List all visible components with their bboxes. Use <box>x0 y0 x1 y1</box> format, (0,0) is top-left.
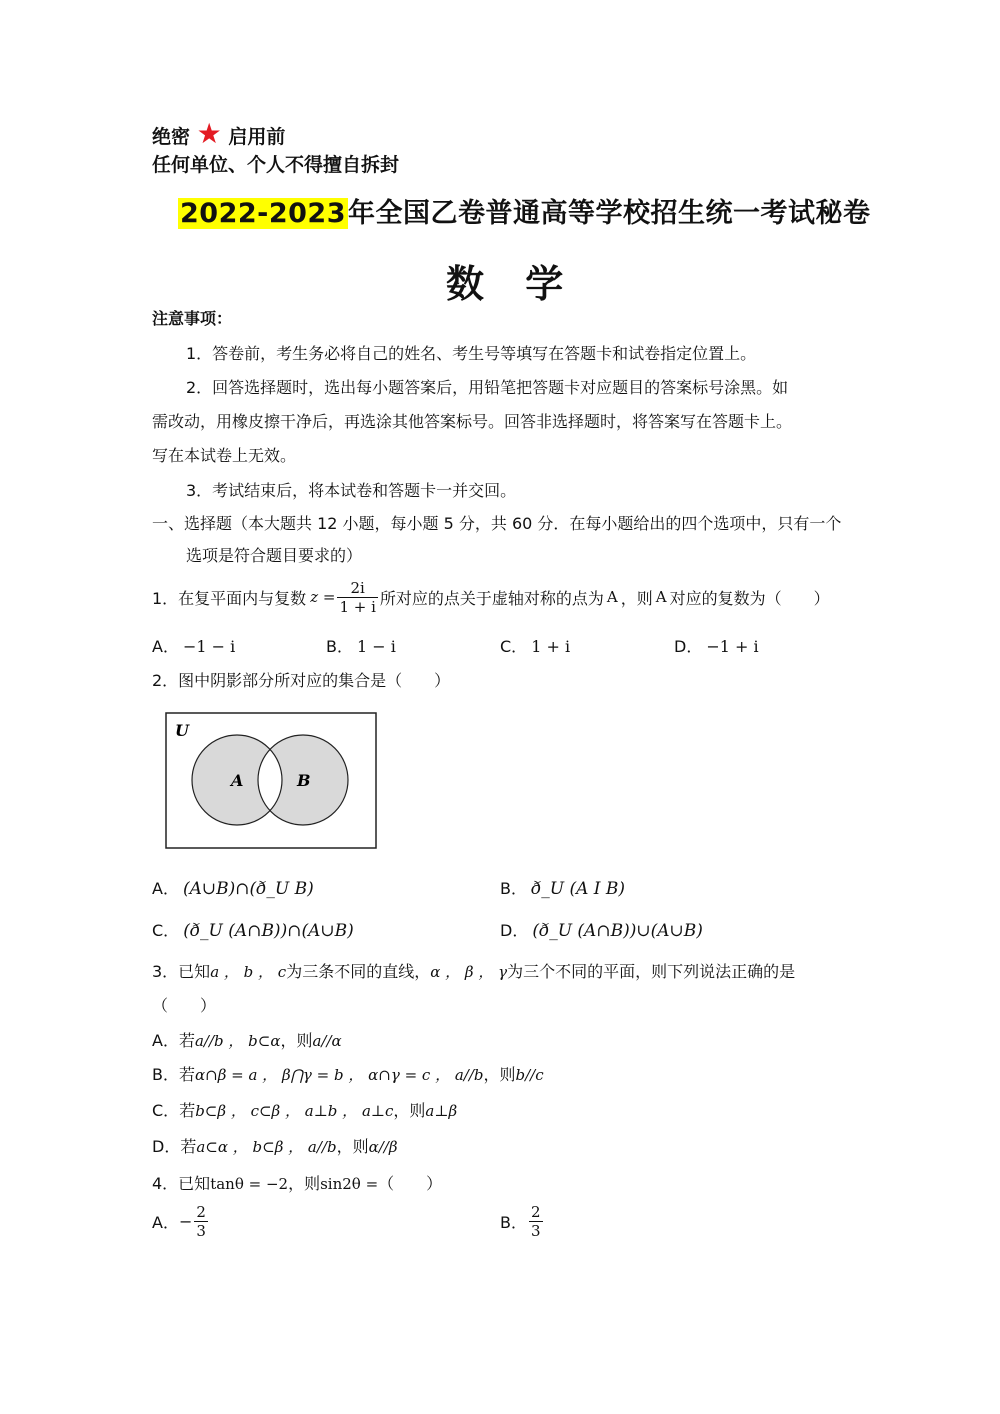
instruction-item-3: 3．考试结束后，将本试卷和答题卡一并交回。 <box>186 481 517 500</box>
q1-num: 2i <box>337 579 377 598</box>
q4-option-b-fraction: $\frac{2}{3}$ <box>530 1203 541 1240</box>
q1-pre: 1．在复平面内与复数 <box>152 588 307 608</box>
q1-var: z = <box>310 588 336 606</box>
q1-mid2: ，则 <box>620 588 653 608</box>
q4-option-a-label: A． <box>152 1213 179 1232</box>
question-3-stem-paren: （ ） <box>152 996 217 1015</box>
q1-option-b[interactable]: B． 1 − i <box>326 637 396 656</box>
q1-option-c[interactable]: C． 1 + i <box>500 637 571 656</box>
q2-option-a[interactable]: A． (A∪B)∩(ð_U B) <box>152 879 314 899</box>
q1-fraction <box>337 579 377 616</box>
exam-title <box>178 191 871 230</box>
star-icon: ★ <box>196 117 222 150</box>
seal-notice: 任何单位、个人不得擅自拆封 <box>152 154 400 176</box>
q1-point-2: A <box>655 588 667 606</box>
q4-option-a-fraction: $\frac{2}{3}$ <box>196 1203 206 1240</box>
instruction-item-2-line-2: 需改动，用橡皮擦干净后，再选涂其他答案标号。回答非选择题时，将答案写在答题卡上。 <box>152 412 793 431</box>
q1-option-a[interactable]: A． −1 − i <box>152 637 236 656</box>
secret-label <box>152 117 286 150</box>
subject-title: 数 学 <box>446 262 578 306</box>
q3-option-b[interactable]: B．若α∩β = a ， β⋂γ = b ， α∩γ = c ， a//b，则b//c <box>152 1065 544 1084</box>
q1-point: A <box>606 588 618 606</box>
set-a-label: A <box>231 771 244 790</box>
q1-mid: 所对应的点关于虚轴对称的点为 <box>379 588 604 608</box>
secret-right-text: 启用前 <box>228 126 286 148</box>
question-4-stem: 4．已知tanθ = −2，则sin2θ =（ ） <box>152 1174 443 1193</box>
question-2-stem: 2．图中阴影部分所对应的集合是（ ） <box>152 671 451 690</box>
set-b-label: B <box>297 771 311 790</box>
title-year: 2022-2023 <box>180 198 346 229</box>
venn-diagram <box>165 712 377 849</box>
q3-option-d[interactable]: D．若a⊂α ， b⊂β ， a//b，则α//β <box>152 1137 398 1156</box>
q4-option-b[interactable] <box>500 1203 545 1240</box>
section-heading-line-2: 选项是符合题目要求的） <box>186 546 363 565</box>
instruction-item-2-line-1: 2．回答选择题时，选出每小题答案后，用铅笔把答题卡对应题目的答案标号涂黑。如 <box>186 378 789 397</box>
instruction-item-2-line-3: 写在本试卷上无效。 <box>152 446 297 465</box>
question-3-stem: 3．已知a ， b ， c为三条不同的直线，α ， β ， γ为三个不同的平面，则下列说法正确的是 <box>152 962 796 981</box>
instructions-heading: 注意事项： <box>152 309 233 328</box>
section-heading-line-1: 一、选择题（本大题共 12 小题，每小题 5 分，共 60 分．在每小题给出的四个选项中，只有一个 <box>152 514 842 533</box>
q1-option-d[interactable]: D． −1 + i <box>674 637 759 656</box>
secret-left-text: 绝密 <box>152 126 191 148</box>
question-1-stem <box>152 575 830 619</box>
q4-option-a-sign: − <box>178 1212 193 1231</box>
q2-option-d[interactable]: D． (ð_U (A∩B))∪(A∪B) <box>500 921 703 941</box>
q3-option-c[interactable]: C．若b⊂β ， c⊂β ， a⊥b ， a⊥c，则a⊥β <box>152 1101 458 1120</box>
q2-option-b[interactable]: B． ð_U (A I B) <box>500 879 626 899</box>
q4-option-a[interactable] <box>152 1203 210 1240</box>
q2-option-c[interactable]: C． (ð_U (A∩B))∩(A∪B) <box>152 921 354 941</box>
q4-option-b-label: B． <box>500 1213 527 1232</box>
universe-label: U <box>175 721 189 740</box>
instruction-item-1: 1．答卷前，考生务必将自己的姓名、考生号等填写在答题卡和试卷指定位置上。 <box>186 344 757 363</box>
q1-post: 对应的复数为（ ） <box>669 588 830 608</box>
q3-option-a[interactable]: A．若a//b ， b⊂α，则a//α <box>152 1031 342 1050</box>
title-rest: 年全国乙卷普通高等学校招生统一考试秘卷 <box>348 198 871 229</box>
q1-den: 1 + i <box>339 597 376 616</box>
